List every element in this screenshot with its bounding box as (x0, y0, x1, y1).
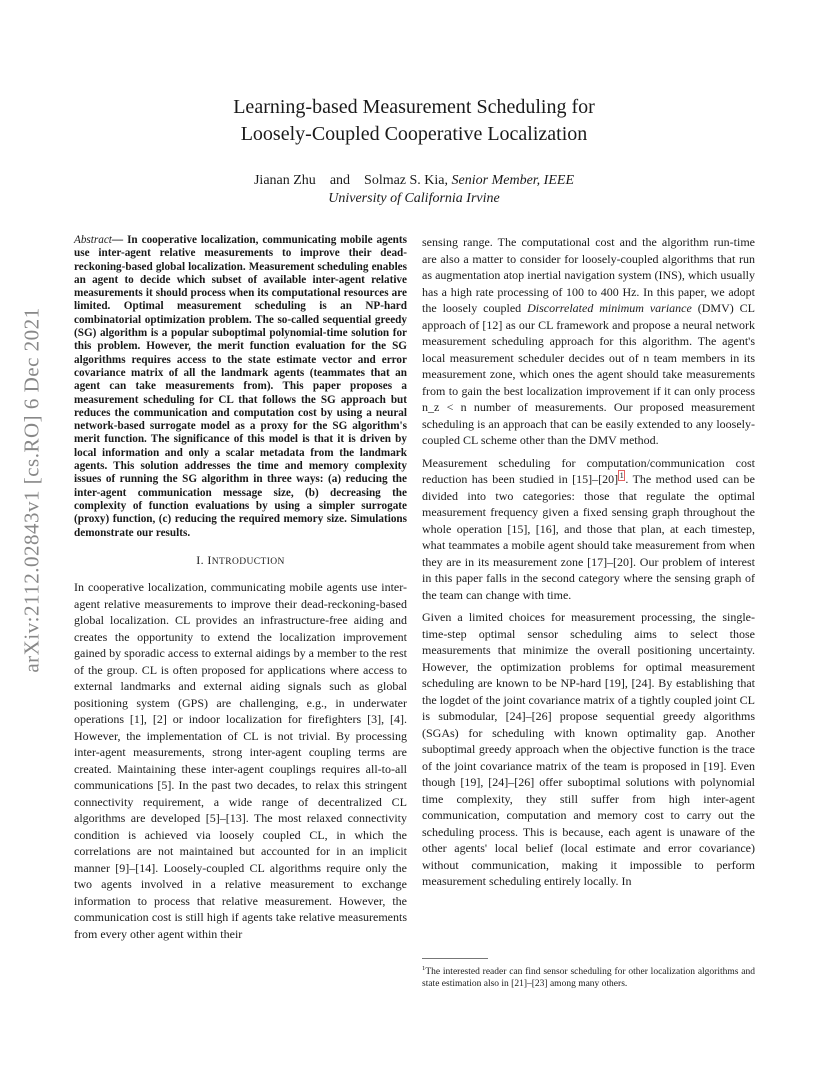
intro-p3-text-b: . The method used can be divided into two categories: those that regulate the optimal measurement frequency given a fixed sensing graph throughout the whole operation [15], [16], and those that plan, at each timestep, what teammates a mobile agent should take measurement from when they are in its measurement zone [17]–[20]. Our problem of interest in this paper falls in the second category where the sensing graph of the team can change with time. (422, 472, 755, 602)
right-column (422, 234, 755, 896)
paper-title (0, 94, 828, 148)
arxiv-sidebar-stamp (10, 290, 54, 690)
author-2-role: Senior Member, IEEE (451, 173, 574, 188)
intro-paragraph-4: Given a limited choices for measurement processing, the single-time-step optimal sensor scheduling aims to select those measurements that minimize the overall positioning uncertainty. However, the optimization problems for optimal measurement scheduling are known to be NP-hard [19], [24]. By establishing that the logdet of the joint covariance matrix of a tightly coupled joint CL is submodular, [24]–[26] propose sequential greedy algorithms (SGAs) for scheduling with known optimality gap. Another suboptimal greedy approach when the objective function is the trace of the joint covariance matrix of the team is proposed in [19]. Even though [19], [24]–[26] offer suboptimal solutions with polynomial time complexity, they still suffer from high inter-agent communication, computation and memory cost to carry out the scheduling process. This is because, each agent is unaware of the other agents' local belief (local estimate and error covariance) without communication, making it impossible to perform measurement scheduling entirely locally. In (422, 610, 755, 888)
section-name-initial: I (207, 552, 212, 567)
title-line-1: Learning-based Measurement Scheduling for (233, 96, 595, 118)
abstract (74, 234, 407, 540)
left-column (74, 234, 407, 948)
abstract-text: — In cooperative localization, communicating mobile agents use inter-agent relative measurements to improve their dead-reckoning-based global localization. Measurement scheduling enables an agent to decide which subset of available inter-agent relative measurements it should process when its computational resources are limited. Optimal measurement scheduling is an NP-hard combinatorial optimization problem. The so-called sequential greedy (SG) algorithm is a popular suboptimal polynomial-time solution for this problem. However, the merit function evaluation for the SG algorithms requires access to the state estimate vector and error covariance matrix of all the landmark agents (teammates that an agent can take measurements from). This paper proposes a measurement scheduling for CL that follows the SG approach but reduces the communication and computation cost by using a neural network-based surrogate model as a proxy for the SG algorithm's merit function. The significance of this model is that it is driven by local information and only a scalar metadata from the landmark agents. This solution addresses the time and memory complexity issues of running the SG algorithm in three ways: (a) reducing the inter-agent communication message size, (b) decreasing the complexity of function evaluations by using a simpler surrogate (proxy) function, (c) reducing the required memory size. Simulations demonstrate our results. (74, 234, 407, 539)
author-conjunction: and (329, 173, 351, 188)
footnote-rule (422, 958, 488, 959)
footnote-mark: 1 (422, 964, 426, 972)
section-name-rest: NTRODUCTION (211, 556, 285, 567)
title-line-2: Loosely-Coupled Cooperative Localization (240, 123, 588, 145)
affiliation: University of California Irvine (328, 191, 500, 206)
arxiv-id: arXiv:2112.02843v1 [cs.RO] 6 Dec 2021 (19, 307, 44, 673)
dmv-term: Discorrelated minimum variance (527, 301, 692, 315)
section-numeral: I. (196, 552, 204, 567)
abstract-label: Abstract (74, 234, 112, 246)
intro-paragraph-3 (422, 455, 755, 604)
footnote-link[interactable]: 1 (619, 471, 624, 480)
intro-paragraph-2 (422, 234, 755, 449)
intro-p3-text-a: Measurement scheduling for computation/communication cost reduction has been studied in [15]–[20] (422, 455, 755, 486)
author-1: Jianan Zhu (253, 173, 316, 188)
author-2: Solmaz S. Kia, (364, 173, 449, 188)
footnote-text: The interested reader can find sensor scheduling for other localization algorithms and state estimation also in [21]–[23] among many others. (422, 967, 755, 989)
section-heading-introduction (74, 552, 407, 571)
intro-paragraph-1: In cooperative localization, communicating mobile agents use inter-agent relative measurements to improve their dead-reckoning-based global localization. CL provides an infrastructure-free aiding and creates the opportunity to extend the localization improvement gained by sporadic access to external aidings by a member to the rest of the group. CL is often proposed for applications where access to external landmarks and external aiding signals such as global positioning system (GPS) are challenging, e.g., in underwater operations [1], [2] or indoor localization for firefighters [3], [4]. However, the implementation of CL is not trivial. By processing inter-agent measurements, strong inter-agent coupling terms are created. Maintaining these inter-agent couplings requires all-to-all communications [5]. In the past two decades, to relax this stringent connectivity requirement, a wide range of decentralized CL algorithms are developed [5]–[13]. The most relaxed connectivity condition is achieved via loosely coupled CL, in which the correlations are not maintained but accounted for in an implicit manner [9]–[14]. Loosely-coupled CL algorithms require only the two agents involved in a relative measurement to exchange information to process that relative measurement. However, the communication cost is still high if agents take relative measurements from every other agent within their (74, 580, 407, 941)
intro-p2-text-b: (DMV) CL approach of [12] as our CL framework and propose a neural network measurement scheduling approach for this algorithm. The agent's local measurement scheduler decides out of n team members in its measurement zone, which ones the agent should take measurements from to gain the best localization improvement if it can only process n_z < n number of measurements. Our proposed measurement scheduling is an approach that can be easily extended to any loosely-coupled CL scheme other than the DMV method. (422, 301, 756, 447)
author-block (0, 172, 828, 208)
footnote (422, 966, 755, 990)
intro-p2-text-a: sensing range. The computational cost and the algorithm run-time are also a matter to consider for loosely-coupled algorithms that run as augmentation atop inertial navigation system (INS), which usually has a high rate processing of 100 to 400 Hz. In this paper, we adopt the loosely coupled (422, 235, 755, 315)
